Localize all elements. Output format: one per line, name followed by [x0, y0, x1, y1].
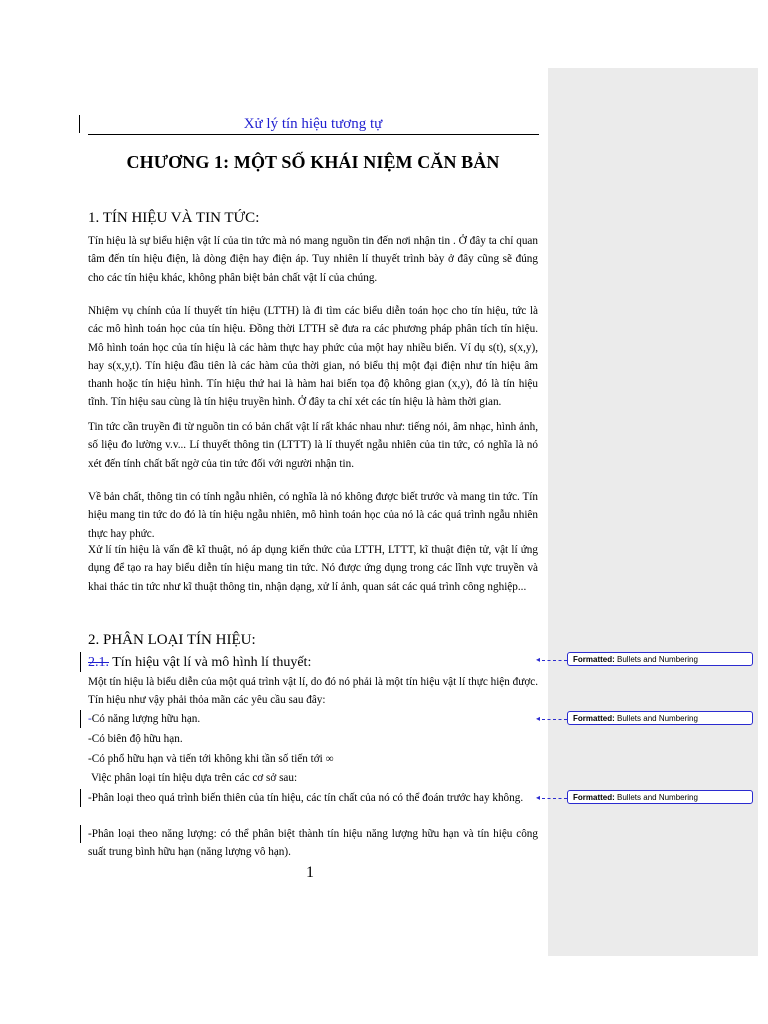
header-rule — [88, 134, 539, 135]
change-bar — [80, 825, 81, 843]
bullet-dash: - — [88, 828, 92, 840]
change-bar — [79, 115, 80, 133]
arrow-icon: ◂ — [536, 714, 541, 723]
paragraph: Tín hiệu là sự biểu hiện vật lí của tin tức mà nó mang nguồn tin đến nơi nhận tin . Ở đây ta chỉ quan tâm đến tín hiệu điện, là dòng điện hay điện áp. Tuy nhiên lí thuyết trình bày ở đây cũng sẽ đúng cho các tín hiệu khác, không phân biệt bản chất vật lí của chúng. — [88, 235, 538, 284]
page-number: 1 — [306, 864, 314, 881]
bullet-text: Có biên độ hữu hạn. — [91, 733, 183, 745]
bullet-text: Có phổ hữu hạn và tiến tới không khi tần số tiến tới ∞ — [91, 753, 334, 765]
bullet-dash: - — [88, 753, 92, 765]
classification-text: Phân loại theo quá trình biến thiên của tín hiệu, các tín chất của nó có thể đoán trước hay không. — [91, 792, 524, 804]
bullet-text: Có năng lượng hữu hạn. — [91, 713, 201, 725]
paragraph: Tin tức cần truyền đi từ nguồn tin có bản chất vật lí rất khác nhau như: tiếng nói, âm nhạc, hình ảnh, số liệu đo lường v.v... Lí thuyết thông tin (LTTT) là lí thuyết ngẫu nhiên của tin tức, có nghĩa là nó xét đến tính chất bất ngờ của tin tức đối với người nhận tin. — [88, 421, 538, 470]
paragraph: Nhiệm vụ chính của lí thuyết tín hiệu (LTTH) là đi tìm các biểu diễn toán học cho tín hiệu, tức là các mô hình toán học của tín hiệu. Đồng thời LTTH sẽ đưa ra các phương pháp phân tích tín hiệu. Mô hình toán học của tín hiệu là các hàm thực hay phức của một hay nhiều biến. Ví dụ s(t), s(x,y), hay s(x,y,t). Tín hiệu đầu tiên là các hàm của thời gian, nó biểu thị một đại điện như tín hiệu âm thanh hoặc tín hiệu hình. Tín hiệu thứ hai là hàm hai biến tọa độ không gian (x,y), đó là tín hiệu tĩnh. Tín hiệu sau cùng là tín hiệu truyền hình. Ở đây ta chỉ xét các tín hiệu là hàm thời gian. — [88, 305, 538, 409]
change-bar — [80, 789, 81, 807]
comment-leader — [542, 798, 567, 799]
classification-text: Phân loại theo năng lượng: có thể phân biệt thành tín hiệu năng lượng hữu hạn và tín hiệu công suất trung bình hữu hạn (năng lượng vô hạn). — [88, 828, 538, 859]
classification-item — [88, 789, 541, 807]
arrow-icon: ◂ — [536, 655, 541, 664]
comment-balloon[interactable] — [567, 652, 753, 666]
page-header-title: Xử lý tín hiệu tương tự — [243, 116, 383, 132]
markup-pane — [548, 68, 758, 956]
comment-text: Bullets and Numbering — [617, 793, 698, 802]
bullet-item — [88, 710, 200, 728]
comment-leader — [542, 719, 567, 720]
bullet-dash: - — [88, 733, 92, 745]
subsection-title: Tín hiệu vật lí và mô hình lí thuyết: — [112, 655, 312, 670]
paragraph: Về bản chất, thông tin có tính ngẫu nhiên, có nghĩa là nó không được biết trước và mang tin tức. Tín hiệu mang tin tức do đó là tín hiệu ngẫu nhiên, mô hình toán học của nó là các quá trình ngẫu nhiên thực hay phức. — [88, 491, 538, 540]
comment-text: Bullets and Numbering — [617, 655, 698, 664]
arrow-icon: ◂ — [536, 793, 541, 802]
paragraph: Một tín hiệu là biểu diễn của một quá trình vật lí, do đó nó phải là một tín hiệu vật lí thực hiện được. Tín hiệu như vậy phải thỏa mãn các yêu cầu sau đây: — [88, 676, 538, 707]
bullet-dash: - — [88, 713, 92, 725]
pane-edge — [758, 68, 768, 956]
chapter-title: CHƯƠNG 1: MỘT SỐ KHÁI NIỆM CĂN BẢN — [126, 152, 500, 172]
comment-balloon[interactable] — [567, 790, 753, 804]
section-1-heading: 1. TÍN HIỆU VÀ TIN TỨC: — [88, 210, 260, 226]
bullet-item — [88, 730, 183, 748]
deleted-numbering: 2.1. — [88, 655, 109, 670]
subsection-heading — [88, 655, 311, 671]
comment-leader — [542, 660, 567, 661]
comment-balloon[interactable] — [567, 711, 753, 725]
comment-label: Formatted: — [573, 655, 615, 664]
bullet-dash: - — [88, 792, 92, 804]
comment-text: Bullets and Numbering — [617, 714, 698, 723]
change-bar — [80, 652, 81, 672]
classification-item — [88, 825, 538, 862]
bullet-item — [88, 750, 334, 768]
change-bar — [80, 710, 81, 728]
comment-label: Formatted: — [573, 793, 615, 802]
section-2-heading: 2. PHÂN LOẠI TÍN HIỆU: — [88, 632, 256, 648]
comment-label: Formatted: — [573, 714, 615, 723]
basis-line: Việc phân loại tín hiệu dựa trên các cơ sở sau: — [91, 772, 298, 784]
paragraph: Xử lí tín hiệu là vấn đề kĩ thuật, nó áp dụng kiến thức của LTTH, LTTT, kĩ thuật điện tử, vật lí ứng dụng để tạo ra hay biểu diễn tín hiệu mang tin tức. Nó được ứng dụng trong các lĩnh vực truyền và khai thác tin tức như kĩ thuật thông tin, nhận dạng, xử lí ảnh, quan sát các quá trình công nghiệp... — [88, 544, 538, 593]
